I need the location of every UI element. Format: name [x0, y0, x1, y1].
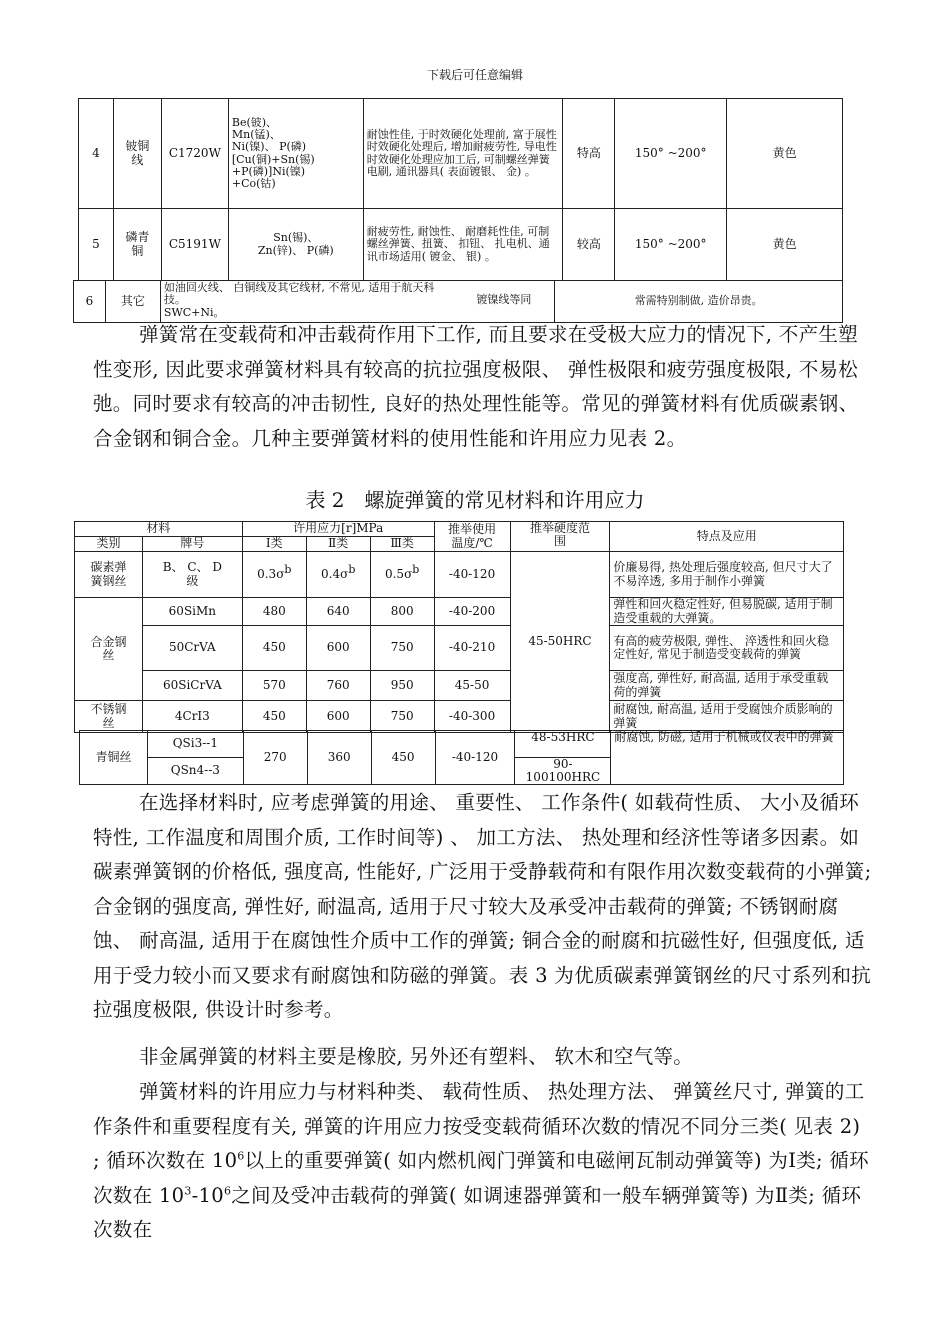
description-line-1: 如油回火线、 白铜线及其它线材, 不常见, 适用于航天科 — [163, 281, 435, 294]
material-color: 黄色 — [727, 209, 843, 281]
cell-class-3-value: 0.5σ — [384, 566, 413, 581]
cell-class-3 — [370, 552, 434, 598]
cell-type: 合金钢 丝 — [75, 598, 143, 701]
paragraph-4-part-a: 弹簧材料的许用应力与材料种类、 载荷性质、 热处理方法、 弹簧丝尺寸, 弹簧的工作条件和重要程度有关, 弹簧的许用应力按受变载荷循环次数的情况不同分三类( 见表 2) ; 循环次数在 10 — [93, 1080, 865, 1172]
header-class-2: Ⅱ类 — [306, 537, 370, 552]
cell-grade: 60SiCrVA — [142, 671, 242, 701]
material-table-1 — [78, 98, 843, 281]
header-hardness: 推举硬度范 围 — [510, 522, 610, 552]
cell-class-3: 750 — [370, 626, 434, 671]
cell-type: 青铜丝 — [80, 731, 148, 785]
table-row — [75, 701, 844, 733]
header-class-3: Ⅲ类 — [370, 537, 434, 552]
cell-feature: 耐腐蚀, 防磁, 适用于机械或仪表中的弹簧 — [611, 731, 844, 785]
material-description — [160, 281, 554, 323]
description-line-3: SWC+Ni。 — [163, 305, 225, 319]
sup-b: b — [412, 562, 420, 576]
header-grade: 牌号 — [142, 537, 242, 552]
exponent: 3 — [184, 1184, 192, 1197]
row-number: 5 — [79, 209, 114, 281]
cell-grade: 60SiMn — [142, 598, 242, 626]
cell-temp: -40-120 — [434, 552, 510, 598]
header-material: 材料 — [75, 522, 243, 537]
cell-hardness: 90- 100100HRC — [515, 758, 611, 785]
paragraph-4-part-b: 以上的重要弹簧( 如内燃机阀门弹簧和电磁闸瓦制动弹簧等) 为Ⅰ类; 循环次数在 10 — [93, 1149, 869, 1207]
cell-class-2-value: 0.4σ — [321, 566, 349, 581]
sup-b: b — [348, 562, 356, 576]
cell-class-2: 600 — [306, 626, 370, 671]
material-composition: Be(铍)、 Mn(锰)、 Ni(镍)、 P(磷) [Cu(铜)+Sn(锡) +P(磷)]Ni(镍) +Co(钴) — [228, 99, 363, 209]
cell-type: 碳素弹 簧钢丝 — [75, 552, 143, 598]
cell-class-2: 600 — [306, 701, 370, 733]
cell-temp: -40-120 — [435, 731, 515, 785]
cell-feature: 耐腐蚀, 耐高温, 适用于受腐蚀介质影响的弹簧 — [610, 701, 844, 733]
cell-grade: QSn4--3 — [147, 758, 243, 785]
material-level: 特高 — [563, 99, 615, 209]
header-temp: 推举使用 温度/℃ — [434, 522, 510, 552]
cell-hardness: 48-53HRC — [515, 731, 611, 758]
cell-feature: 强度高, 弹性好, 耐高温, 适用于承受重载荷的弹簧 — [610, 671, 844, 701]
cell-class-3: 450 — [371, 731, 435, 785]
header-feature: 特点及应用 — [610, 522, 844, 552]
paragraph-4-part-d: 之间及受冲击载荷的弹簧( 如调速器弹簧和一般车辆弹簧等) 为Ⅱ类; 循环次数在 — [93, 1183, 862, 1241]
table-row — [75, 552, 844, 598]
material-table-row-6 — [73, 280, 843, 323]
cell-feature: 弹性和回火稳定性好, 但易脱碳, 适用于制造受重载的大弹簧。 — [610, 598, 844, 626]
description-line-2-right: 镀镍线等同 — [476, 293, 532, 307]
cell-temp: -40-200 — [434, 598, 510, 626]
material-grade: C5191W — [161, 209, 228, 281]
material-name: 磷青 铜 — [113, 209, 161, 281]
cell-class-3: 950 — [370, 671, 434, 701]
cell-class-1-value: 0.3σ — [257, 566, 285, 581]
cell-temp: 45-50 — [434, 671, 510, 701]
cell-grade: 4CrI3 — [142, 701, 242, 733]
cell-feature: 有高的疲劳极限, 弹性、 淬透性和回火稳定性好, 常见于制造受变载荷的弹簧 — [610, 626, 844, 671]
material-temp: 150° ~200° — [615, 209, 727, 281]
cell-class-3: 750 — [370, 701, 434, 733]
table-header-row — [75, 522, 844, 537]
paragraph-3 — [93, 1040, 873, 1075]
cell-class-1: 270 — [243, 731, 307, 785]
material-note: 常需特别制做, 造价昂贵。 — [555, 281, 843, 323]
paragraph-1-text: 弹簧常在变载荷和冲击载荷作用下工作, 而且要求在受极大应力的情况下, 不产生塑性变形, 因此要求弹簧材料具有较高的抗拉强度极限、 弹性极限和疲劳强度极限, 不易松弛。同时要求有较高的冲击韧性, 良好的热处理性能等。常见的弹簧材料有优质碳素钢、 合金钢和铜合金。几种主要弹簧材料的使用性能和许用应力见表 2。 — [93, 323, 859, 450]
material-color: 黄色 — [727, 99, 843, 209]
material-level: 较高 — [563, 209, 615, 281]
cell-class-1: 450 — [242, 626, 306, 671]
description-line-2 — [164, 294, 551, 306]
table-row — [74, 281, 843, 323]
table-row — [75, 626, 844, 671]
exponent: 6 — [237, 1149, 245, 1163]
table-row — [75, 671, 844, 701]
paragraph-1 — [93, 318, 873, 456]
material-name: 铍铜 线 — [113, 99, 161, 209]
header-stress: 许用应力[r]MPa — [242, 522, 434, 537]
cell-class-2: 760 — [306, 671, 370, 701]
cell-type: 不锈钢 丝 — [75, 701, 143, 733]
paragraph-4 — [93, 1075, 873, 1248]
exponent: 6 — [223, 1184, 232, 1197]
cell-class-1 — [242, 552, 306, 598]
row-number: 4 — [79, 99, 114, 209]
material-grade: C1720W — [161, 99, 228, 209]
sup-b: b — [284, 562, 292, 576]
cell-class-1: 480 — [242, 598, 306, 626]
material-feature: 耐蚀性佳, 于时效硬化处理前, 富于展性时效硬化处理后, 增加耐疲劳性, 导电性时效硬化处理应加工后, 可制螺丝弹簧电刷, 通讯器具( 表面镀银、 金) 。 — [363, 99, 563, 209]
cell-class-3: 800 — [370, 598, 434, 626]
spring-material-table — [74, 521, 844, 733]
cell-hardness: 45-50HRC — [510, 552, 610, 733]
cell-feature: 价廉易得, 热处理后强度较高, 但尺寸大了不易淬透, 多用于制作小弹簧 — [610, 552, 844, 598]
header-class-1: Ⅰ类 — [242, 537, 306, 552]
material-feature: 耐疲劳性, 耐蚀性、 耐磨耗性佳, 可制螺丝弹簧、扭簧、 扣钮、 扎电机、通讯市场适用( 镀金、 银) 。 — [363, 209, 563, 281]
table-row — [80, 731, 844, 758]
cell-grade: B、 C、 D 级 — [142, 552, 242, 598]
cell-grade: QSi3--1 — [147, 731, 243, 758]
header-type: 类别 — [75, 537, 143, 552]
paragraph-3-text: 非金属弹簧的材料主要是橡胶, 另外还有塑料、 软木和空气等。 — [139, 1045, 694, 1068]
cell-class-2 — [306, 552, 370, 598]
paragraph-4-part-c: -10 — [191, 1183, 224, 1207]
cell-class-1: 450 — [242, 701, 306, 733]
table-row — [75, 598, 844, 626]
cell-class-2: 360 — [307, 731, 371, 785]
cell-temp: -40-210 — [434, 626, 510, 671]
table-2-caption: 表 2 螺旋弹簧的常见材料和许用应力 — [305, 488, 645, 512]
cell-class-2: 640 — [306, 598, 370, 626]
cell-class-1: 570 — [242, 671, 306, 701]
material-name: 其它 — [105, 281, 160, 323]
page-header: 下载后可任意编辑 — [426, 68, 523, 82]
cell-grade: 50CrVA — [142, 626, 242, 671]
table-row — [79, 209, 843, 281]
description-line-2-left: 技。 — [163, 293, 186, 307]
row-number: 6 — [74, 281, 106, 323]
paragraph-2 — [93, 786, 873, 1028]
paragraph-2-text: 在选择材料时, 应考虑弹簧的用途、 重要性、 工作条件( 如载荷性质、 大小及循环特性, 工作温度和周围介质, 工作时间等) 、 加工方法、 热处理和经济性等诸多因素。如碳素弹簧钢的价格低, 强度高, 性能好, 广泛用于受静载荷和有限作用次数变载荷的小弹簧; 合金钢的强度高, 弹性好, 耐温高, 适用于尺寸较大及承受冲击载荷的弹簧; 不锈钢耐腐蚀、 耐高温, 适用于在腐蚀性介质中工作的弹簧; 铜合金的耐腐和抗磁性好, 但强度低, 适用于受力较小而又要求有耐腐蚀和防磁的弹簧。表 3 为优质碳素弹簧钢丝的尺寸系列和抗拉强度极限, 供设计时参考。 — [93, 791, 872, 1021]
cell-temp: -40-300 — [434, 701, 510, 733]
table-row — [79, 99, 843, 209]
material-temp: 150° ~200° — [615, 99, 727, 209]
material-composition: Sn(锡)、 Zn(锌)、 P(磷) — [228, 209, 363, 281]
spring-material-table-bronze — [79, 730, 844, 785]
